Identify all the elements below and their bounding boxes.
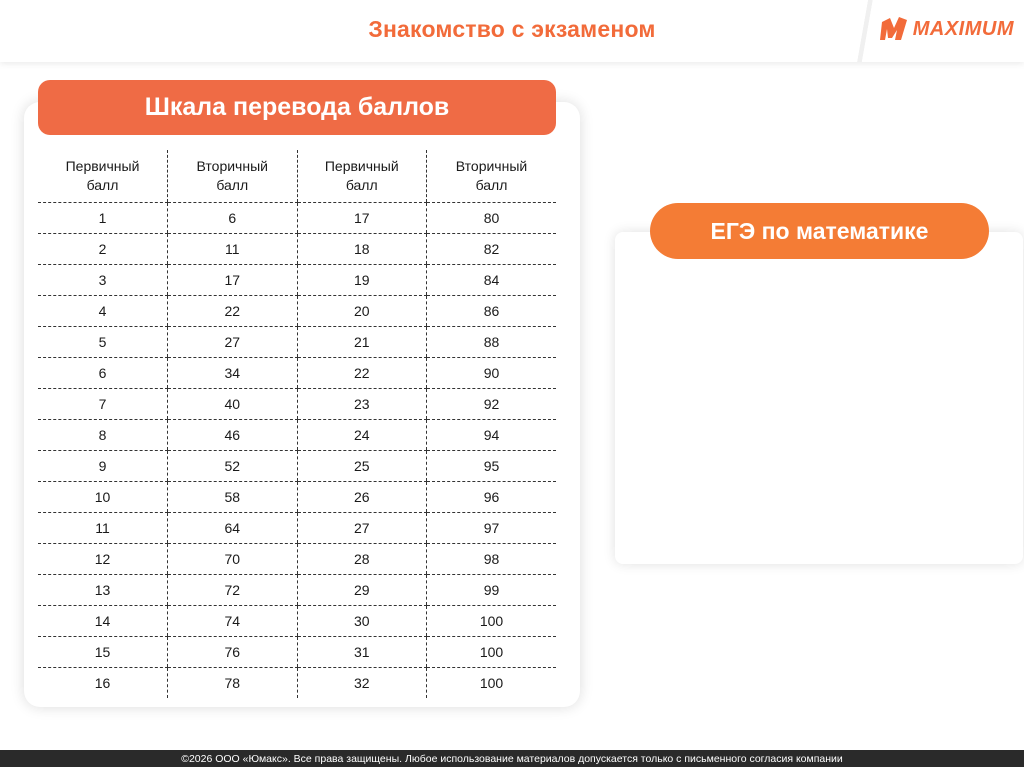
maximum-logo-icon [879, 14, 909, 44]
table-cell: 3 [38, 265, 168, 296]
table-cell: 17 [168, 265, 298, 296]
table-row [38, 606, 556, 637]
header [0, 0, 1024, 62]
logo [879, 14, 1014, 44]
table-row [38, 482, 556, 513]
table-cell: 99 [427, 575, 557, 606]
table-cell: 52 [168, 451, 298, 482]
table-cell: 21 [297, 327, 427, 358]
table-cell: 10 [38, 482, 168, 513]
table-cell: 58 [168, 482, 298, 513]
table-cell: 5 [38, 327, 168, 358]
page-title: Знакомство с экзаменом [368, 16, 656, 42]
score-conversion-table [38, 150, 556, 698]
table-cell: 17 [297, 203, 427, 234]
table-row [38, 327, 556, 358]
table-cell: 20 [297, 296, 427, 327]
table-cell: 96 [427, 482, 557, 513]
table-row [38, 451, 556, 482]
table-row [38, 296, 556, 327]
copyright-footer: ©2026 ООО «Юмакс». Все права защищены. Любое использование материалов допускается только с письменного согласия компании [0, 750, 1024, 767]
table-cell: 22 [168, 296, 298, 327]
table-cell: 30 [297, 606, 427, 637]
table-cell: 18 [297, 234, 427, 265]
table-row [38, 203, 556, 234]
table-cell: 32 [297, 668, 427, 699]
table-cell: 16 [38, 668, 168, 699]
logo-divider [854, 0, 874, 62]
table-cell: 88 [427, 327, 557, 358]
table-row [38, 420, 556, 451]
table-row [38, 668, 556, 699]
table-cell: 84 [427, 265, 557, 296]
table-cell: 23 [297, 389, 427, 420]
table-cell: 46 [168, 420, 298, 451]
table-row [38, 234, 556, 265]
table-cell: 100 [427, 606, 557, 637]
table-cell: 70 [168, 544, 298, 575]
table-cell: 98 [427, 544, 557, 575]
table-cell: 90 [427, 358, 557, 389]
table-cell: 95 [427, 451, 557, 482]
math-exam-card [615, 232, 1023, 564]
table-header-row [38, 150, 556, 203]
table-body [38, 203, 556, 699]
table-cell: 100 [427, 637, 557, 668]
table-cell: 74 [168, 606, 298, 637]
table-cell: 2 [38, 234, 168, 265]
table-cell: 4 [38, 296, 168, 327]
logo-area [844, 0, 1024, 62]
table-cell: 15 [38, 637, 168, 668]
table-row [38, 637, 556, 668]
table-cell: 100 [427, 668, 557, 699]
table-cell: 24 [297, 420, 427, 451]
table-cell: 25 [297, 451, 427, 482]
table-cell: 22 [297, 358, 427, 389]
table-cell: 1 [38, 203, 168, 234]
math-exam-banner: ЕГЭ по математике [650, 203, 989, 259]
table-row [38, 358, 556, 389]
table-cell: 6 [38, 358, 168, 389]
column-header: Вторичный балл [168, 150, 298, 203]
table-cell: 76 [168, 637, 298, 668]
table-cell: 26 [297, 482, 427, 513]
table-cell: 94 [427, 420, 557, 451]
table-cell: 78 [168, 668, 298, 699]
table-cell: 27 [297, 513, 427, 544]
table-cell: 14 [38, 606, 168, 637]
table-cell: 12 [38, 544, 168, 575]
table-cell: 92 [427, 389, 557, 420]
column-header: Первичный балл [297, 150, 427, 203]
logo-text: MAXIMUM [912, 17, 1014, 40]
table-row [38, 544, 556, 575]
table-row [38, 389, 556, 420]
table-cell: 97 [427, 513, 557, 544]
table-cell: 9 [38, 451, 168, 482]
table-cell: 80 [427, 203, 557, 234]
table-cell: 11 [38, 513, 168, 544]
table-cell: 8 [38, 420, 168, 451]
table-cell: 31 [297, 637, 427, 668]
table-cell: 72 [168, 575, 298, 606]
table-cell: 27 [168, 327, 298, 358]
column-header: Первичный балл [38, 150, 168, 203]
table-cell: 64 [168, 513, 298, 544]
table-cell: 6 [168, 203, 298, 234]
table-cell: 86 [427, 296, 557, 327]
table-row [38, 575, 556, 606]
table-cell: 82 [427, 234, 557, 265]
table-cell: 34 [168, 358, 298, 389]
table-cell: 40 [168, 389, 298, 420]
table-cell: 28 [297, 544, 427, 575]
table-cell: 13 [38, 575, 168, 606]
table-cell: 7 [38, 389, 168, 420]
table-row [38, 513, 556, 544]
column-header: Вторичный балл [427, 150, 557, 203]
score-table-banner: Шкала перевода баллов [38, 80, 556, 135]
table-cell: 19 [297, 265, 427, 296]
table-cell: 11 [168, 234, 298, 265]
table-row [38, 265, 556, 296]
table-cell: 29 [297, 575, 427, 606]
